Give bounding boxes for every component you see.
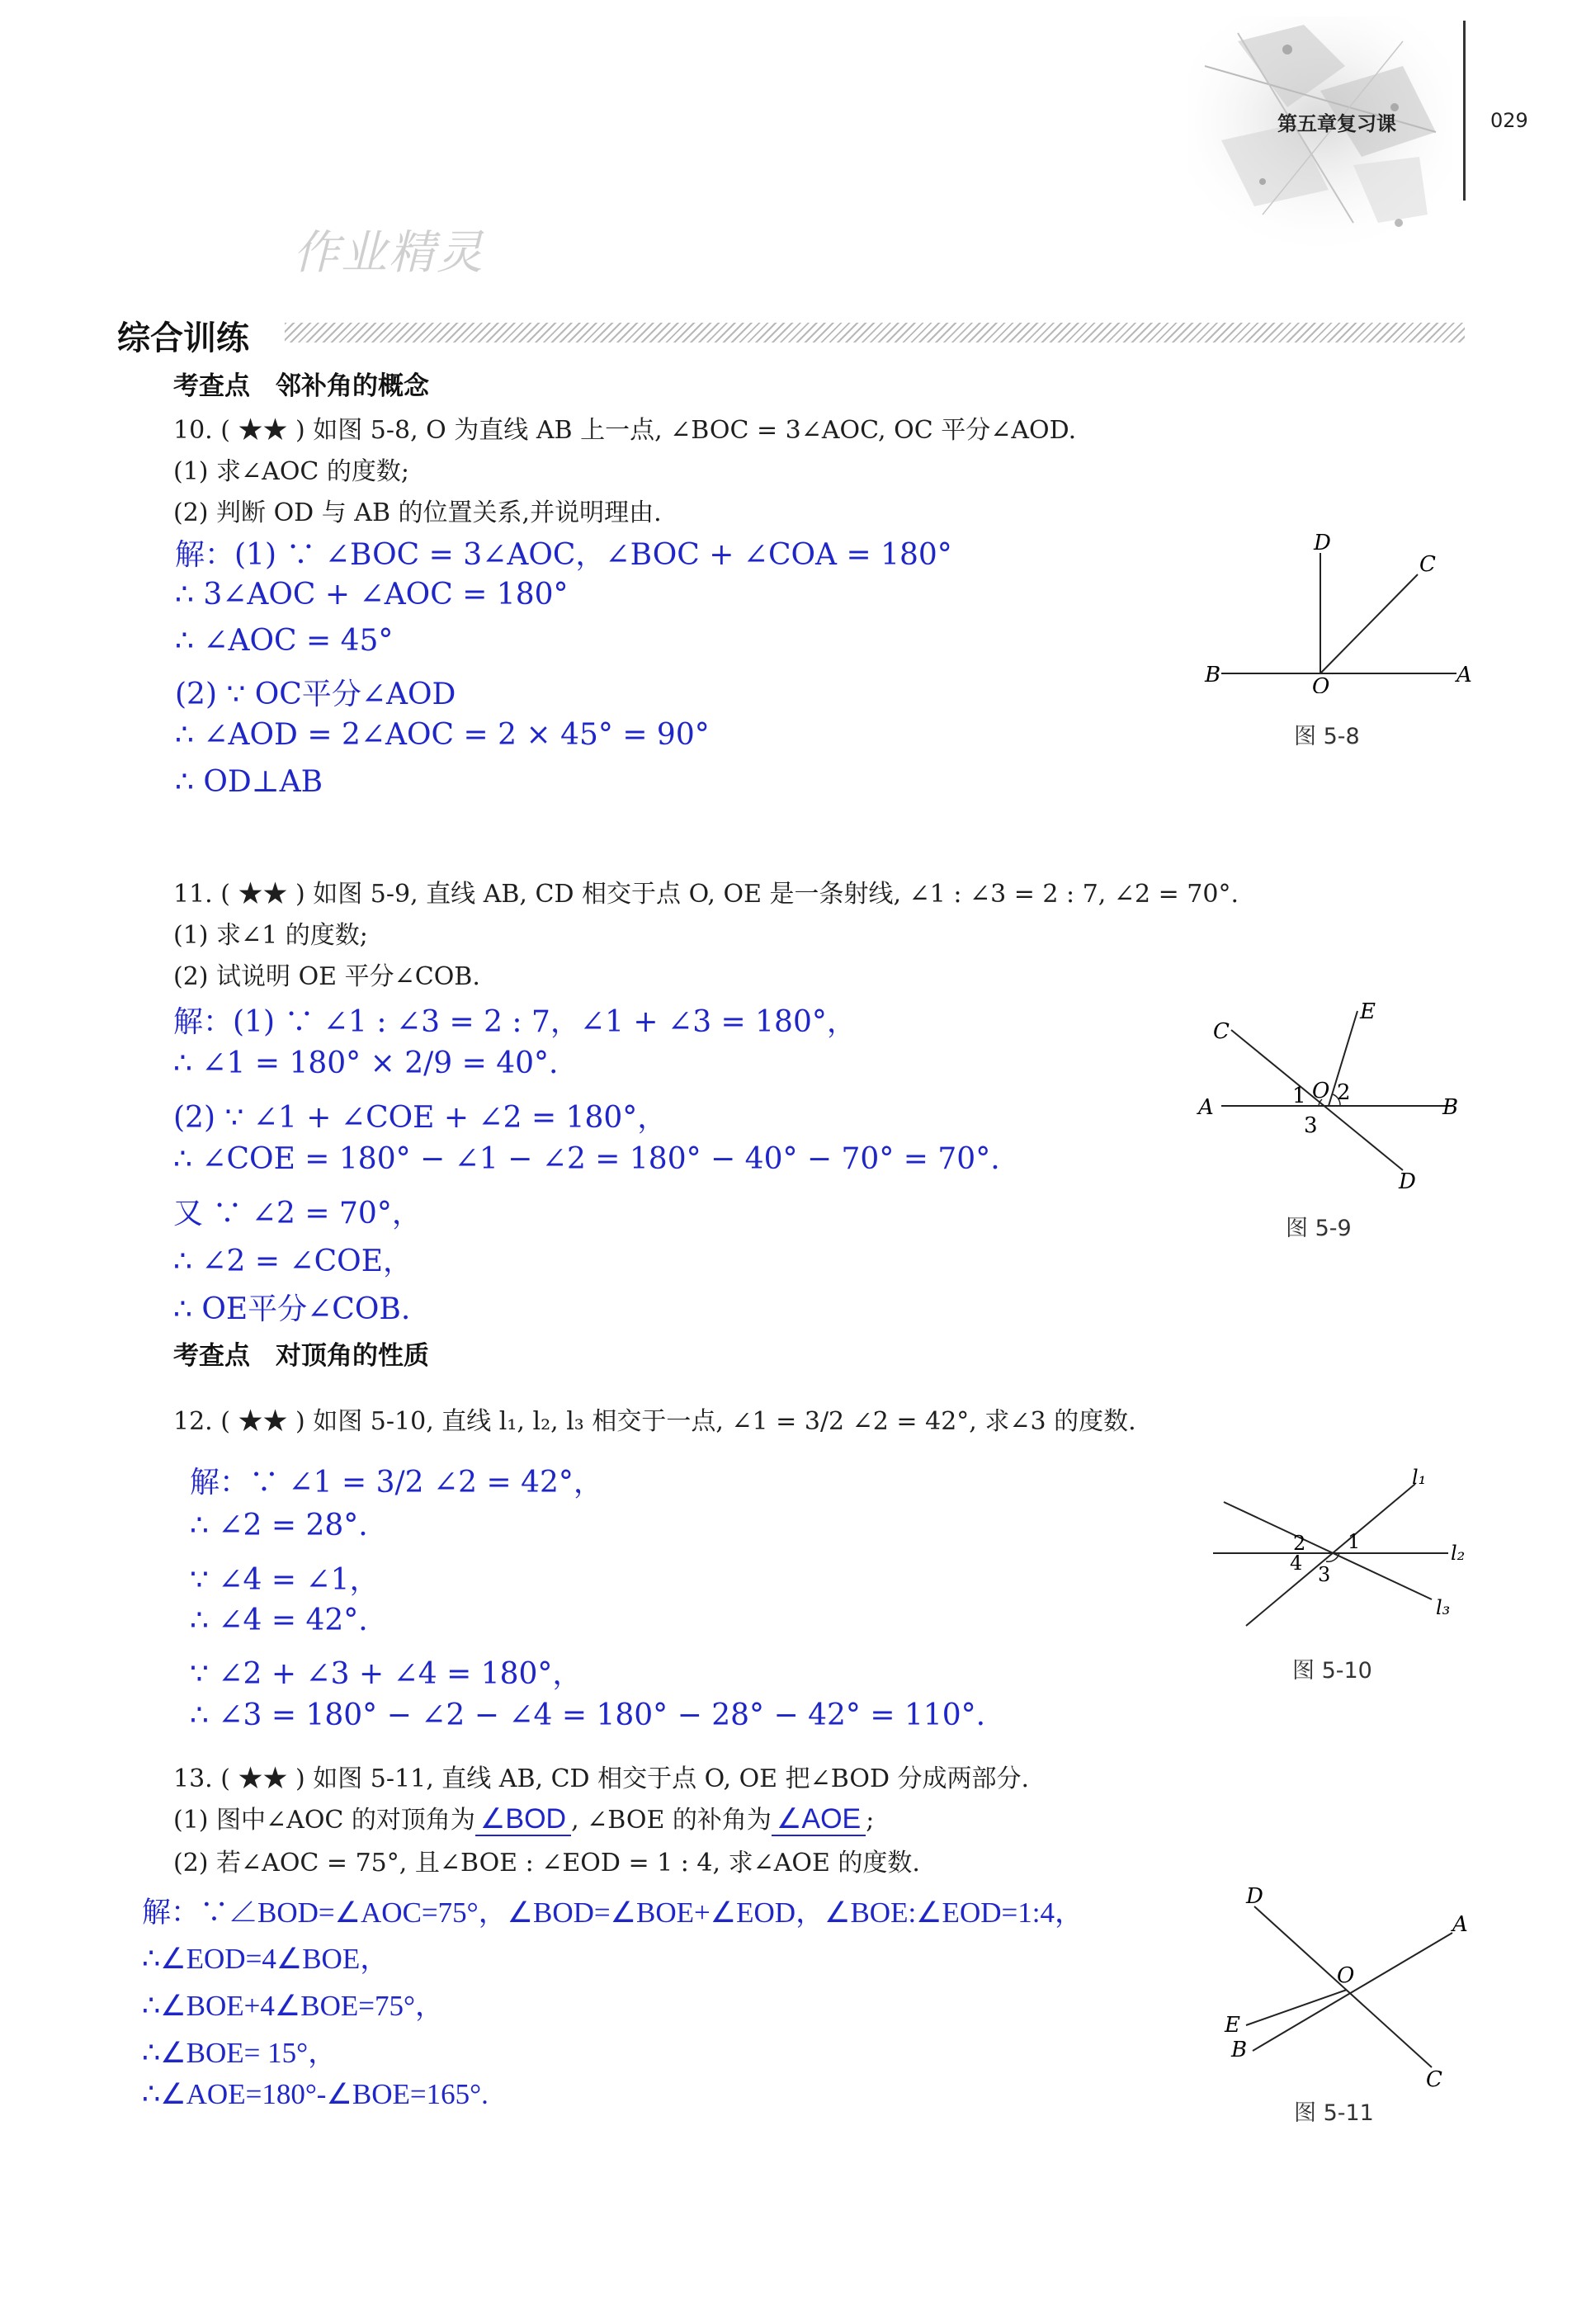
knowledge-point-1: 考查点 邻补角的概念 bbox=[173, 371, 429, 401]
fig11-label-c: C bbox=[1426, 2067, 1442, 2088]
fig8-label-a: A bbox=[1456, 663, 1472, 687]
q11-solution-line: 又 ∵ ∠2 = 70°， bbox=[173, 1197, 422, 1230]
q12-solution-line: ∴ ∠2 = 28°. bbox=[190, 1509, 368, 1542]
fig8-label-d: D bbox=[1314, 531, 1331, 555]
q11-part2: (2) 试说明 OE 平分∠COB. bbox=[173, 962, 480, 991]
page-number: 029 bbox=[1490, 109, 1528, 132]
q12-solution-line: ∵ ∠4 = ∠1， bbox=[190, 1563, 380, 1597]
figure-5-8 bbox=[1188, 528, 1485, 693]
q12-solution-line: ∵ ∠2 + ∠3 + ∠4 = 180°， bbox=[190, 1657, 583, 1691]
fig10-label-l1: l₁ bbox=[1412, 1466, 1427, 1489]
knowledge-point-2: 考查点 对顶角的性质 bbox=[173, 1341, 429, 1371]
q10-solution-line: (2) ∵ OC平分∠AOD bbox=[175, 678, 456, 711]
chapter-title: 第五章复习课 bbox=[1277, 112, 1396, 135]
q10-solution-line: ∴ ∠AOD = 2∠AOC = 2 × 45° = 90° bbox=[175, 718, 710, 752]
q13-answer-1: ∠BOD bbox=[475, 1803, 571, 1836]
figure-5-10-caption: 图 5-10 bbox=[1292, 1658, 1372, 1684]
figure-5-11-caption: 图 5-11 bbox=[1294, 2100, 1374, 2126]
fig10-label-2: 2 bbox=[1293, 1532, 1306, 1555]
q11-solution-line: ∴ ∠COE = 180° − ∠1 − ∠2 = 180° − 40° − 70° = 70°. bbox=[173, 1142, 1000, 1176]
section-stripe bbox=[285, 323, 1465, 342]
q13-part2: (2) 若∠AOC = 75°, 且∠BOE : ∠EOD = 1 : 4, 求∠AOE 的度数. bbox=[173, 1849, 920, 1878]
fig9-label-c: C bbox=[1213, 1019, 1230, 1044]
fig9-label-3: 3 bbox=[1304, 1113, 1318, 1138]
fig11-label-b: B bbox=[1231, 2038, 1248, 2062]
q10-solution-line: ∴ OD⊥AB bbox=[175, 765, 323, 799]
fig10-label-4: 4 bbox=[1290, 1552, 1303, 1575]
q13-part1-end: ; bbox=[866, 1806, 875, 1835]
fig9-label-b: B bbox=[1442, 1095, 1459, 1120]
fig8-label-b: B bbox=[1205, 663, 1221, 687]
section-title: 综合训练 bbox=[117, 319, 249, 357]
q13-part1 bbox=[173, 1799, 874, 1835]
q12-solution-line: ∴ ∠4 = 42°. bbox=[190, 1604, 368, 1637]
q10-stem: 10. ( ★★ ) 如图 5-8, O 为直线 AB 上一点, ∠BOC = 3∠AOC, OC 平分∠AOD. bbox=[173, 416, 1077, 445]
q11-stem: 11. ( ★★ ) 如图 5-9, 直线 AB, CD 相交于点 O, OE 是一条射线, ∠1 : ∠3 = 2 : 7, ∠2 = 70°. bbox=[173, 880, 1239, 909]
q13-part1-mid: , ∠BOE 的补角为 bbox=[571, 1806, 772, 1835]
fig11-label-d: D bbox=[1246, 1884, 1263, 1909]
fig11-label-e: E bbox=[1225, 2013, 1240, 2038]
q13-solution-line: ∴∠EOD=4∠BOE， bbox=[142, 1943, 389, 1975]
fig10-label-l2: l₂ bbox=[1451, 1542, 1466, 1565]
q12-stem: 12. ( ★★ ) 如图 5-10, 直线 l₁, l₂, l₃ 相交于一点, ∠1 = 3/2 ∠2 = 42°, 求∠3 的度数. bbox=[173, 1407, 1136, 1436]
q11-part1: (1) 求∠1 的度数; bbox=[173, 921, 368, 950]
watermark: 作业精灵 bbox=[293, 226, 484, 280]
q13-solution-line: 解：∵∠BOD=∠AOC=75°，∠BOD=∠BOE+∠EOD，∠BOE:∠EOD=1:4， bbox=[142, 1897, 1083, 1929]
fig10-label-l3: l₃ bbox=[1436, 1596, 1451, 1619]
fig9-label-2: 2 bbox=[1337, 1080, 1351, 1105]
q10-part1: (1) 求∠AOC 的度数; bbox=[173, 457, 410, 486]
header-rule bbox=[1463, 21, 1466, 201]
q13-solution-line: ∴∠AOE=180°-∠BOE=165°. bbox=[142, 2078, 489, 2110]
figure-5-9 bbox=[1180, 990, 1477, 1197]
figure-5-8-caption: 图 5-8 bbox=[1294, 724, 1360, 749]
fig11-label-a: A bbox=[1452, 1912, 1468, 1937]
fig9-label-d: D bbox=[1399, 1169, 1416, 1194]
q11-solution-line: 解：(1) ∵ ∠1 : ∠3 = 2 : 7，∠1 + ∠3 = 180°， bbox=[173, 1005, 857, 1039]
q12-solution-line: ∴ ∠3 = 180° − ∠2 − ∠4 = 180° − 28° − 42° = 110°. bbox=[190, 1698, 986, 1732]
fig9-label-o: O bbox=[1312, 1079, 1330, 1103]
q10-solution-line: 解：(1) ∵ ∠BOC = 3∠AOC，∠BOC + ∠COA = 180° bbox=[175, 538, 952, 572]
fig11-label-o: O bbox=[1337, 1963, 1355, 1988]
figure-5-9-caption: 图 5-9 bbox=[1286, 1216, 1352, 1241]
fig8-label-o: O bbox=[1312, 674, 1330, 693]
q10-solution-line: ∴ ∠AOC = 45° bbox=[175, 624, 394, 658]
q13-part1-pre: (1) 图中∠AOC 的对顶角为 bbox=[173, 1806, 475, 1835]
q10-solution-line: ∴ 3∠AOC + ∠AOC = 180° bbox=[175, 578, 569, 612]
q13-stem: 13. ( ★★ ) 如图 5-11, 直线 AB, CD 相交于点 O, OE 把∠BOD 分成两部分. bbox=[173, 1764, 1030, 1793]
q10-part2: (2) 判断 OD 与 AB 的位置关系,并说明理由. bbox=[173, 498, 662, 527]
figure-5-10 bbox=[1201, 1461, 1481, 1651]
fig9-label-a: A bbox=[1198, 1095, 1214, 1120]
q13-solution-line: ∴∠BOE+4∠BOE=75°， bbox=[142, 1990, 444, 2022]
fig10-label-1: 1 bbox=[1348, 1530, 1361, 1553]
q12-solution-line: 解：∵ ∠1 = 3/2 ∠2 = 42°， bbox=[190, 1466, 603, 1500]
figure-5-11 bbox=[1213, 1882, 1477, 2088]
fig10-label-3: 3 bbox=[1318, 1563, 1331, 1586]
q11-solution-line: ∴ ∠1 = 180° × 2/9 = 40°. bbox=[173, 1046, 559, 1080]
fig8-label-c: C bbox=[1419, 552, 1436, 577]
fig9-label-1: 1 bbox=[1292, 1084, 1306, 1108]
q13-answer-2: ∠AOE bbox=[772, 1803, 866, 1836]
q11-solution-line: ∴ OE平分∠COB. bbox=[173, 1292, 411, 1326]
q11-solution-line: (2) ∵ ∠1 + ∠COE + ∠2 = 180°， bbox=[173, 1101, 668, 1135]
q11-solution-line: ∴ ∠2 = ∠COE， bbox=[173, 1245, 413, 1278]
q13-solution-line: ∴∠BOE= 15°， bbox=[142, 2037, 338, 2069]
fig9-label-e: E bbox=[1360, 999, 1376, 1024]
